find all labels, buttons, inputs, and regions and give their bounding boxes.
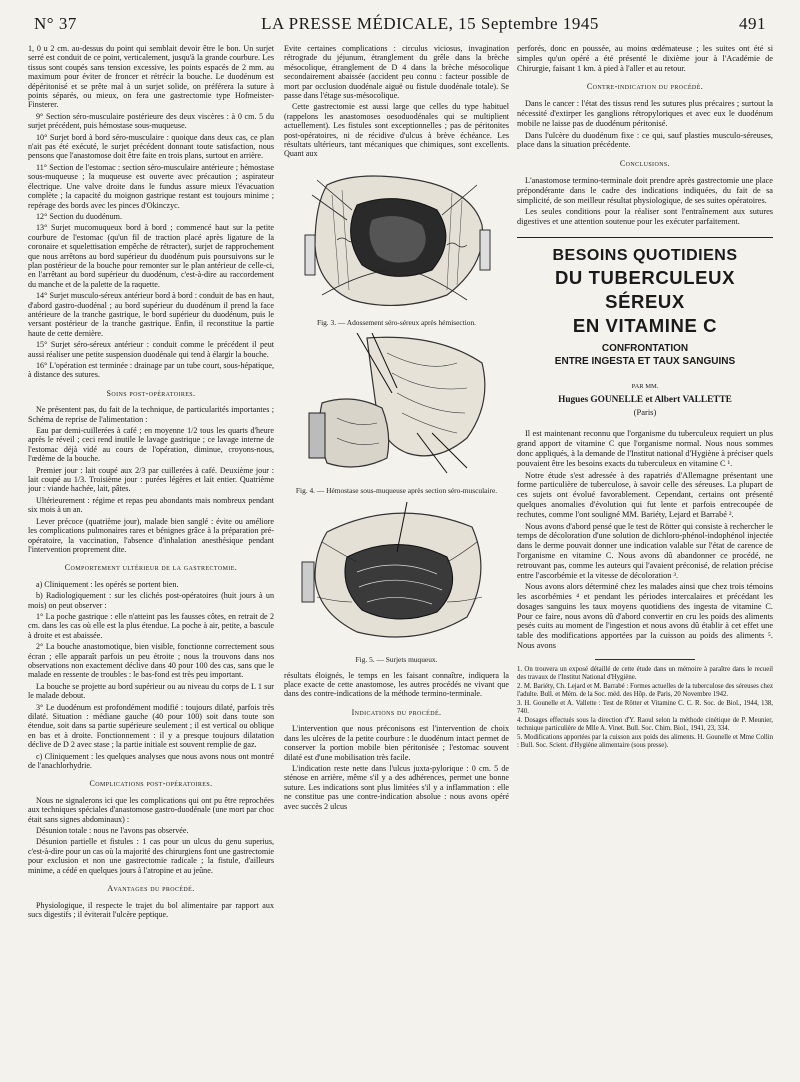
column-left (28, 44, 274, 1074)
section-heading: Avantages du procédé. (107, 884, 195, 894)
paragraph: 1, 0 u 2 cm. au-dessus du point qui semblait devoir être le bon. Un surjet serré est conduit de ce point, verticalement, jusqu'à la grande courbure. Les tissus sont coupés sans tension excessive, les points espacés de 2 mm. au maximum pour éviter de froncer et rétrécir la bouche. Le duodénum est dépéritonisé et se prête mal à un surjet solide, on préférera la suture à points séparés, ou mieux, on fera une gastrectomie type Hofmeister-Finsterer. (28, 44, 274, 110)
figure-3 (284, 165, 509, 315)
footnote-divider (595, 659, 695, 660)
step-paragraph: 12° Section du duodénum. (36, 211, 122, 221)
paragraph: La bouche se projette au bord supérieur ou au niveau du corps de L 1 sur le malade debout. (28, 681, 274, 701)
surgical-illustration-fig5 (297, 502, 497, 652)
article-divider (517, 237, 773, 238)
paragraph: L'indication reste nette dans l'ulcus juxta-pylorique : 0 cm. 5 de sténose en arrière, même s'il y a des adhérences, permet une bonne suture. Les indications sont plus limitées s'il y a inflammation : elle ne constitue pas une contre-indication absolue : nous avons opéré avec succès 2 ulcus (284, 763, 509, 811)
section-heading: Contre-indication du procédé. (586, 82, 704, 92)
article-location: (Paris) (633, 406, 657, 417)
surgical-illustration-fig3 (297, 165, 497, 315)
surgical-illustration-fig4 (297, 333, 497, 483)
section-heading: Complications post-opératoires. (89, 779, 213, 789)
figure-caption: Fig. 3. — Adossement séro-séreux après hémisection. (316, 317, 477, 327)
figure-5 (284, 502, 509, 652)
paragraph: Il est maintenant reconnu que l'organisme du tuberculeux requiert un plus grand apport de vitamine C que l'organisme normal. Nous nous sommes donc appliqués, à la demande de l'Institut national d'Hygiène à préciser quels pouvaient être les besoins exacts du tuberculeux en vitamine C ¹. (517, 429, 773, 468)
paragraph: L'intervention que nous préconisons est l'intervention de choix dans les ulcères de la petite courbure : le duodénum intact permet de conserver la portion mobile bien péritonisée ; l'estomac souvent dilaté est d'une mobilisation très facile. (284, 724, 509, 762)
page-header (34, 14, 766, 36)
footnotes (517, 666, 773, 750)
section-heading: Soins post-opératoires. (106, 388, 196, 398)
step-paragraph: 9° Section séro-musculaire postérieure des deux viscères : à 0 cm. 5 du surjet précédent, puis hémostase sous-muqueuse. (28, 111, 274, 131)
paragraph: Nous avons d'abord pensé que le test de Rötter qui consiste à rechercher le temps de décoloration d'une solution de dichloro-phénol-indophénol injectée dans le derme pouvait donner une indication valable sur l'état de carence de l'organisme en vitamine C. Nous avons dû abandonner ce procédé, ne retrouvant pas, comme les auteurs qui l'avaient préconisé, de relation précise entre l'ascorbémie et la vitesse de décoloration ³. (517, 521, 773, 580)
paragraph: 3° Le duodénum est profondément modifié : toujours dilaté, parfois très dilaté. Situation : médiane gauche (40 pour 100) soit dans toute son étendue, soit dans sa partie supérieure seulement ; il est vertical ou oblique en bas et à droite. Fonctionnement : il y a presque toujours dilatation déclive de D 2 avec stase ; la partie initiale est souvent remplie de gaz. (28, 702, 274, 750)
step-paragraph: 13° Surjet mucomuqueux bord à bord ; commencé haut sur la petite courbure de l'estomac (qu'un fil de traction placé après ligature de la coronaire et squelettisation empêche de rétracter), surjet de rapprochement que nous arrêtons au bord supérieur du duodénum puis poursuivons sur le plan postérieur de la bouche pour remonter sur le plan antérieur de celle-ci, en l'arrêtant au bord supérieur du duodénum, c'est-à-dire au raccordement du manche et de la palette de la raquette. (28, 223, 274, 289)
paragraph: Ultérieurement : régime et repas peu abondants mais nombreux pendant six mois à un an. (28, 495, 274, 515)
article-title-line3: EN VITAMINE C (572, 314, 718, 336)
article-authors: Hugues GOUNELLE et Albert VALLETTE (558, 394, 732, 405)
paragraph: 1° La poche gastrique : elle n'atteint pas les fausses côtes, en retrait de 2 cm. dans les cas où elle est la plus étendue. La poche à air, petite, a bascule à droite et est abaissée. (28, 611, 274, 640)
article-subtitle-line2: ENTRE INGESTA ET TAUX SANGUINS (554, 355, 736, 367)
article-title-line1: BESOINS QUOTIDIENS (552, 246, 738, 264)
step-paragraph: 10° Surjet bord à bord séro-musculaire : quoique dans deux cas, ce plan n'ait pas été exécuté, le surjet précédent donnant toute satisfaction, nous pensons que l'anastomose doit être faite en trois plans, surtout en arrière. (28, 132, 274, 161)
paragraph: Premier jour : lait coupé aux 2/3 par cuillerées à café. Deuxième jour : lait coupé au 1/3. Troisième jour : purées légères et lait entier. Quatrième jour : viande hachée, lait, pâtes. (28, 465, 274, 494)
step-paragraph: 14° Surjet musculo-séreux antérieur bord à bord : conduit de bas en haut, d'abord gastro-duodénal ; au bord supérieur du duodénum il prend la face antérieure de la tranche gastrique, le bord supérieur du duodénum, puis le versant postérieur de la tranche gastrique. Enfin, il reconstitue la partie haute de cette dernière. (28, 291, 274, 338)
paragraph: Dans l'ulcère du duodénum fixe : ce qui, sauf plasties musculo-séreuses, place dans la situation précédente. (517, 130, 773, 150)
paragraph: Désunion partielle et fistules : 1 cas pour un ulcus du genu superius, c'est-à-dire pour un cas où la majorité des chirurgiens font une gastrectomie pour exclusion et non une gastrectomie radicale ; la fistule, d'ailleurs minime, a cédé en quelques jours à l'atropine et au jeûne. (28, 837, 274, 875)
column-right (517, 44, 773, 1074)
section-heading: Conclusions. (619, 159, 671, 169)
footnote: 5. Modifications apportées par la cuisson aux poids des aliments. H. Gounelle et Mme Collin : Bull. Soc. Scient. d'Hygiène alimentaire (sous presse). (517, 733, 773, 749)
footnote: 3. H. Gounelle et A. Vallette : Test de Rötter et Vitamine C. C. R. Soc. de Biol., 1944, 138, 740. (517, 699, 773, 715)
paragraph: Désunion totale : nous ne l'avons pas observée. (36, 826, 189, 836)
issue-number: N° 37 (34, 14, 77, 33)
paragraph: b) Radiologiquement : sur les clichés post-opératoires (huit jours à un mois) on peut observer : (28, 591, 274, 610)
footnote: 1. On trouvera un exposé détaillé de cette étude dans un mémoire à paraître dans le recueil des travaux de l'Institut National d'Hygiène. (517, 665, 773, 681)
paragraph: Cette gastrectomie est aussi large que celles du type habituel (rappelons les anastomoses oesoduodénales qui se multiplient actuellement). Les fistules sont exceptionnelles ; pas de péritonites post-opératoires, ni de récidive d'ulcus à brève échéance. Les résultats ultérieurs, tant mécaniques que chimiques, sont excellents. Quant aux (284, 102, 509, 159)
paragraph: Evite certaines complications : circulus viciosus, invagination rétrograde du jéjunum, étranglement du grêle dans la brèche mésocolique, étranglement de D 4 dans la brèche mésocolique secondairement abaissée (accident peu connu : facteur possible de mort par occlusion duodénale aiguë ou fistule duodénale totale). Se passe dans l'étage sus-mésocolique. (284, 44, 509, 101)
figure-caption: Fig. 4. — Hémostase sous-muqueuse après section séro-musculaire. (295, 486, 498, 496)
paragraph: Ne présentent pas, du fait de la technique, de particularités importantes ; Schéma de reprise de l'alimentation : (28, 405, 274, 424)
paragraph: c) Cliniquement : les quelques analyses que nous avons nous ont montré de l'anachlorhydrie. (28, 751, 274, 771)
step-paragraph: 15° Surjet séro-séreux antérieur : conduit comme le précédent il peut aussi réaliser une petite suspension duodénale qui tend à élargir la bouche. (28, 340, 274, 359)
step-paragraph: 11° Section de l'estomac : section séro-musculaire antérieure ; hémostase sous-muqueuse ; la muqueuse est ouverte avec précaution ; aspirateur électrique. Une valve droite dans le fundus assure mieux l'évacuation complète ; la capacité du moignon gastrique restant est toujours minime ; repérage des bords avec les pinces d'Okinczyc. (28, 162, 274, 210)
journal-title: LA PRESSE MÉDICALE, 15 Septembre 1945 (261, 14, 599, 33)
byline-prefix: PAR MM. (631, 382, 659, 390)
paragraph: Physiologique, il respecte le trajet du bol alimentaire par rapport aux sucs digestifs ; il éviterait l'ulcère peptique. (28, 900, 274, 919)
footnote: 2. M. Bariéty, Ch. Lejard et M. Barrabé : Formes actuelles de la tuberculose des séreuses chez l'adulte. Bull. et Mém. de la Soc. méd. des Hôp. de Paris, 20 Novembre 1942. (517, 682, 773, 698)
paragraph: Dans le cancer : l'état des tissus rend les sutures plus précaires ; surtout la nécessité d'extirper les ganglions rétropyloriques et avec eux le duodénum mobile ne laisse pas de duodénum péritonisé. (517, 99, 773, 128)
page-number: 491 (739, 14, 766, 33)
step-paragraph: 16° L'opération est terminée : drainage par un tube court, sous-hépatique, à distance des sutures. (28, 361, 274, 380)
paragraph: Lever précoce (quatrième jour), malade bien sanglé : évite ou améliore les complications pulmonaires rares et bénignes grâce à la préparation pré-opératoire, la vaccination, l'absence d'inhalation anesthésique pendant l'intervention proprement dite. (28, 516, 274, 554)
article-title-line2: DU TUBERCULEUX SÉREUX (554, 266, 736, 312)
figure-caption: Fig. 5. — Surjets muqueux. (355, 655, 438, 665)
section-heading: Comportement ultérieur de la gastrectomie. (64, 563, 238, 573)
paragraph: Les seules conditions pour la réaliser sont l'entraînement aux sutures digestives et une attention soutenue pour les exécuter parfaitement. (517, 207, 773, 227)
section-heading: Indications du procédé. (351, 707, 442, 717)
paragraph: résultats éloignés, le temps en les faisant connaître, indiquera la place exacte de cette anastomose, les autres procédés ne vivant que dans des contre-indications de la méthode termino-terminale. (284, 670, 509, 699)
paragraph: Notre étude s'est adressée à des rapatriés d'Allemagne présentant une forme particulière de tuberculose, à savoir celle des séreuses. La plupart de ces sujets ont évolué favorablement. Cependant, certains ont présenté quelques anomalies d'évolution qui fut lente et parfois entrecoupée de rechutes, comme l'ont souligné MM. Bariéty, Lejard et Barrabé ². (517, 470, 773, 519)
paragraph: L'anastomose termino-terminale doit prendre après gastrectomie une place prépondérante dans le cadre des indications indiquées, du fait de sa simplicité, de son meilleur résultat physiologique, de ses suites opératoires. (517, 175, 773, 205)
footnote: 4. Dosages effectués sous la direction d'Y. Raoul selon la méthode cinétique de P. Meunier, technique particulière de Mlle A. Vinet. Bull. Soc. Chim. Biol., 1941, 23, 334. (517, 716, 773, 732)
paragraph: 2° La bouche anastomotique, bien visible, fonctionne correctement sous écran ; elle apparaît parfois un peu étroite ; nous la trouvons dans nos observations non exactement déclive dans 40 pour 100 des cas, sans que le malade en ressente de troubles : le bas-fond est très peu important. (28, 642, 274, 680)
paragraph: Nous ne signalerons ici que les complications qui ont pu être reprochées aux techniques spéciales d'anastomose gastro-duodénale (une mort par choc était sans signes abdominaux) : (28, 795, 274, 824)
paragraph: perforés, donc en poussée, au moins œdémateuse ; les suites ont été si simples qu'un opéré a été présenté le dixième jour à l'Académie de Chirurgie, faisant 1 km. à pied à l'aller et au retour. (517, 44, 773, 73)
column-middle (284, 44, 509, 1074)
paragraph: a) Cliniquement : les opérés se portent bien. (36, 579, 179, 589)
article-subtitle-line1: CONFRONTATION (601, 342, 689, 354)
paragraph: Eau par demi-cuillerées à café ; en moyenne 1/2 tous les quarts d'heure après le réveil ; ceci rend inutile le lavage gastrique ; ce lavage interne de l'estomac déjà vidé au cours de l'opération, diminue, croyons-nous, l'œdème de la bouche. (28, 426, 274, 464)
paragraph: Nous avons alors déterminé chez les malades ainsi que chez trois témoins les ascorbémies ⁴ et pendant les périodes intercalaires et précédant les dosages sanguins les taux moyens quotidiens des ingesta de vitamine C. Pour ce faire, nous avons dû d'abord convertir en cru les poids des aliments pesés cuits au moment de l'ingestion et nous avons dû établir à cet effet une table des modifications apportées par la cuisson au poids des aliments ⁵. Nous avons (517, 582, 773, 651)
figure-4 (284, 333, 509, 483)
